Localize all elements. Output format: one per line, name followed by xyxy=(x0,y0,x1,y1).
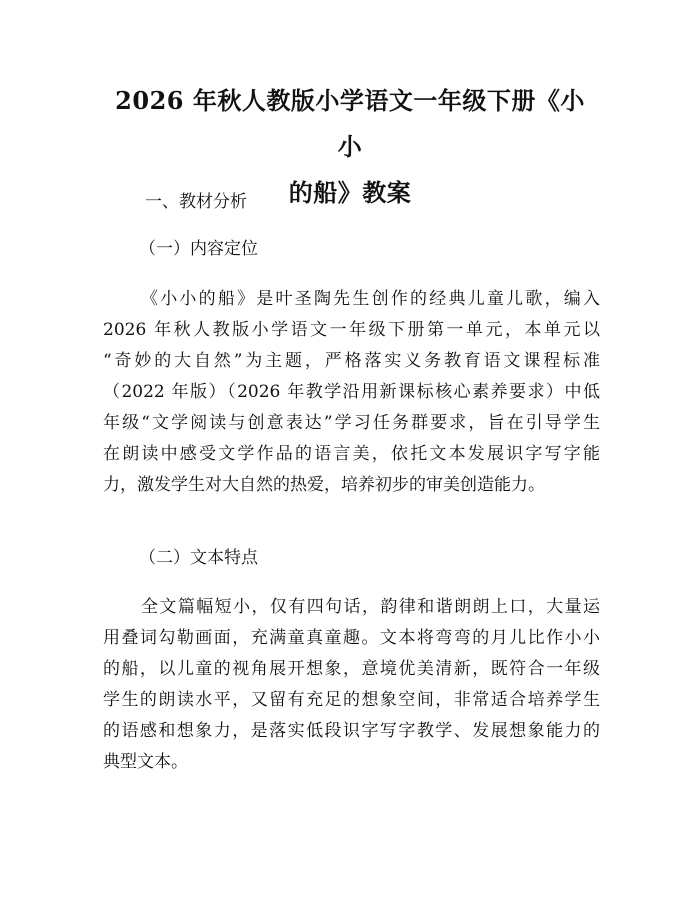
paragraph-line: 用叠词勾勒画面，充满童真童趣。文本将弯弯的月儿比作小小 xyxy=(103,628,600,648)
paragraph-line: 在朗读中感受文学作品的语言美，依托文本发展识字写字能 xyxy=(103,444,600,464)
paragraph-line: 的船，以儿童的视角展开想象，意境优美清新，既符合一年级 xyxy=(103,659,600,679)
section-heading-teaching-material-analysis: 一、教材分析 xyxy=(145,192,247,212)
paragraph-line: 的语感和想象力，是落实低段识字写字教学、发展想象能力的 xyxy=(103,721,600,741)
paragraph-content-positioning xyxy=(103,284,600,501)
paragraph-line: 力，激发学生对大自然的热爱，培养初步的审美创造能力。 xyxy=(103,475,545,495)
title-line-2: 的船》教案 xyxy=(288,178,412,207)
paragraph-line: 学生的朗读水平，又留有充足的想象空间，非常适合培养学生 xyxy=(103,690,600,710)
paragraph-line: 2026 年秋人教版小学语文一年级下册第一单元，本单元以 xyxy=(103,320,600,340)
paragraph-line: 典型文本。 xyxy=(103,752,188,772)
paragraph-line: “奇妙的大自然”为主题，严格落实义务教育语文课程标准 xyxy=(103,351,600,371)
paragraph-line: 《小小的船》是叶圣陶先生创作的经典儿童儿歌，编入 xyxy=(141,289,600,309)
paragraph-line: 年级“文学阅读与创意表达”学习任务群要求，旨在引导学生 xyxy=(103,413,600,433)
subsection-heading-content-positioning: （一）内容定位 xyxy=(139,239,258,259)
paragraph-line: 全文篇幅短小，仅有四句话，韵律和谐朗朗上口，大量运 xyxy=(141,597,600,617)
paragraph-text-features xyxy=(103,592,600,778)
subsection-heading-text-features: （二）文本特点 xyxy=(139,548,258,568)
paragraph-line: （2022 年版）（2026 年教学沿用新课标核心素养要求）中低 xyxy=(103,382,600,402)
title-line-1: 2026 年秋人教版小学语文一年级下册《小小 xyxy=(115,86,585,161)
